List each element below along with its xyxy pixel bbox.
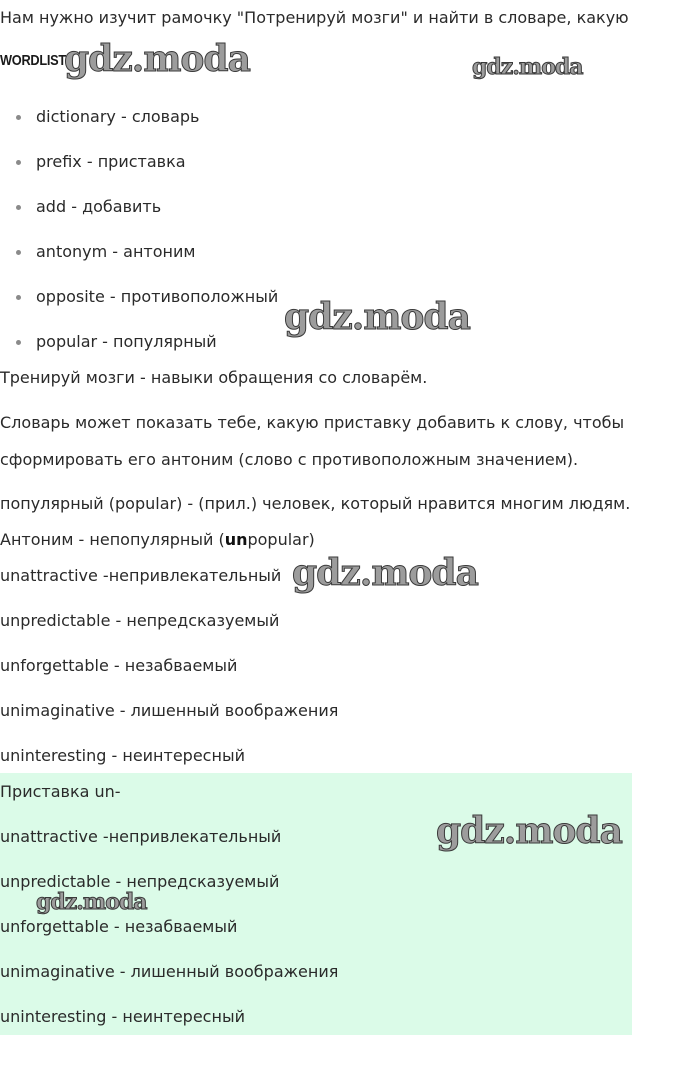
- antonym-suffix: popular): [247, 530, 315, 549]
- watermark: gdz.moda: [472, 54, 583, 80]
- box-word-item: unforgettable - незабваемый: [0, 917, 238, 936]
- box-title: Приставка un-: [0, 782, 121, 801]
- watermark: gdz.moda: [292, 552, 478, 594]
- list-bullet: [16, 115, 21, 120]
- word-item: unattractive -непривлекательный: [0, 566, 282, 585]
- list-bullet: [16, 160, 21, 165]
- word-item: unforgettable - незабваемый: [0, 656, 238, 675]
- box-word-item: uninteresting - неинтересный: [0, 1007, 245, 1026]
- watermark: gdz.moda: [64, 38, 250, 80]
- paragraph: популярный (popular) - (прил.) человек, который нравится многим людям.: [0, 494, 631, 513]
- box-word-item: unpredictable - непредсказуемый: [0, 872, 280, 891]
- paragraph: Словарь может показать тебе, какую приставку добавить к слову, чтобы: [0, 413, 625, 432]
- paragraph: сформировать его антоним (слово с противоположным значением).: [0, 450, 579, 469]
- list-item: add - добавить: [36, 197, 162, 216]
- list-item: dictionary - словарь: [36, 107, 200, 126]
- list-item: popular - популярный: [36, 332, 217, 351]
- list-bullet: [16, 340, 21, 345]
- list-item: opposite - противоположный: [36, 287, 279, 306]
- box-word-item: unimaginative - лишенный воображения: [0, 962, 339, 981]
- word-item: uninteresting - неинтересный: [0, 746, 245, 765]
- antonym-bold: un: [224, 530, 248, 549]
- antonym-line: [0, 530, 315, 550]
- antonym-prefix: Антоним - непопулярный (: [0, 530, 225, 549]
- watermark: gdz.moda: [436, 810, 622, 852]
- intro-text: Нам нужно изучит рамочку "Потренируй мозги" и найти в словаре, какую: [0, 8, 629, 27]
- list-bullet: [16, 205, 21, 210]
- list-item: prefix - приставка: [36, 152, 186, 171]
- list-bullet: [16, 295, 21, 300]
- watermark: gdz.moda: [36, 889, 147, 915]
- list-bullet: [16, 250, 21, 255]
- list-item: antonym - антоним: [36, 242, 196, 261]
- watermark: gdz.moda: [284, 296, 470, 338]
- word-item: unpredictable - непредсказуемый: [0, 611, 280, 630]
- paragraph: Тренируй мозги - навыки обращения со словарём.: [0, 368, 428, 387]
- box-word-item: unattractive -непривлекательный: [0, 827, 282, 846]
- word-item: unimaginative - лишенный воображения: [0, 701, 339, 720]
- wordlist-heading: WORDLIST: [0, 52, 66, 69]
